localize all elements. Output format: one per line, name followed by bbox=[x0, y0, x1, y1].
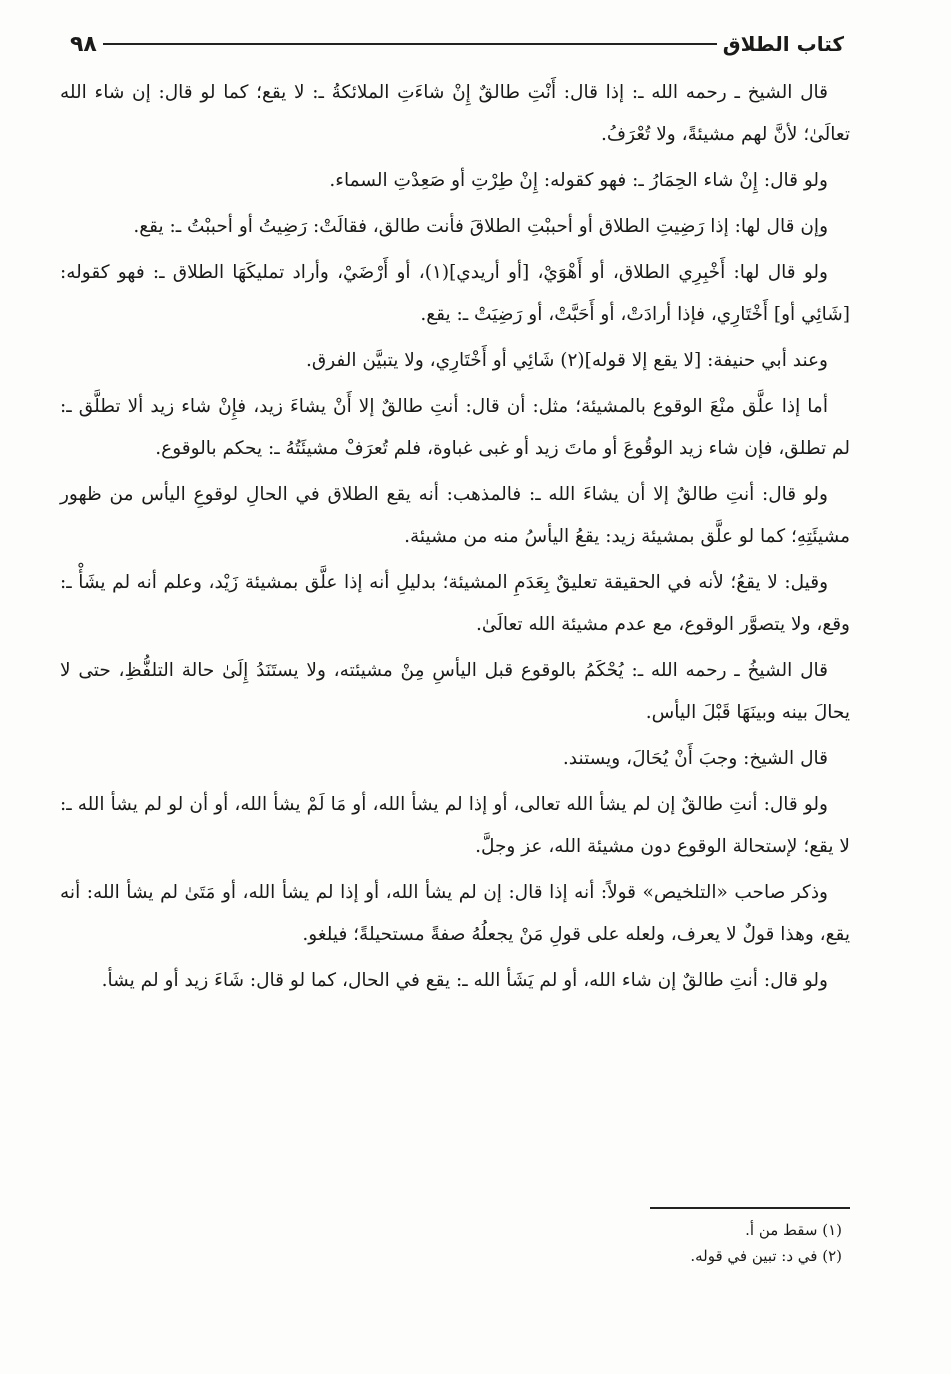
paragraph: ولو قال: أنتِ طالقٌ إن شاء الله، أو لم يَشَأ الله ـ: يقع في الحال، كما لو قال: شَاءَ زيد أو لم يشأ. bbox=[101, 970, 828, 991]
footnote: (١) سقط من أ. bbox=[745, 1221, 842, 1239]
paragraph: وعند أبي حنيفة: [لا يقع إلا قوله](٢) شَائِي أو أَخْتَارِي، ولا يتبيَّن الفرق. bbox=[305, 350, 828, 371]
header-rule bbox=[103, 43, 717, 45]
paragraph: قال الشيخُ ـ رحمه الله ـ: يُحْكَمُ بالوقوع قبل اليأسِ مِنْ مشيئته، ولا يستَنَدُ إِلَىٰ حالة التلفُّظِ، حتى لا يحالَ بينه وبينَهَا قَبْلَ اليأس. bbox=[60, 660, 850, 723]
paragraph: أما إذا علَّق منْعَ الوقوع بالمشيئة؛ مثل: أن قال: أنتِ طالقٌ إلا أَنْ يشاءَ زيد، فإِنْ شاء زيد ألا تطلَّق ـ: لم تطلق، فإن شاء زيد الوقُوعَ أو ماتَ زيد أو غبى غباوة، فلم تُعرَفْ مشيئَتُهُ ـ: يحكم بالوقوع. bbox=[60, 396, 850, 459]
book-page bbox=[60, 22, 850, 1352]
paragraph: وذكر صاحب «التلخيص» قولاً: أنه إذا قال: إن لم يشأ الله، أو إذا لم يشأ الله، أو مَتَىٰ لم يشأ الله: أنه يقع، وهذا قولٌ لا يعرف، ولعله على قولِ مَنْ يجعلُهُ صفةً مستحيلةً؛ فيلغو. bbox=[60, 882, 850, 945]
paragraph: ولو قال لها: أَخْبِرِي الطلاق، أو أَهْوَيْ، [أو أريدي](١)، أو أَرْضَيْ، وأراد تمليكَهَا الطلاق ـ: فهو كقوله: [شَائِي أو] أَخْتَارِي، فإذا أرادَتْ، أو أَحَبَّتْ، أو رَضِيَتْ ـ: يقع. bbox=[60, 262, 850, 325]
running-header bbox=[60, 22, 850, 66]
chapter-title: كتاب الطلاق bbox=[722, 32, 844, 56]
paragraph: قال الشيخ: وجبَ أَنْ يُحَالَ، ويستند. bbox=[562, 748, 828, 769]
footnote: (٢) في د: تبين في قوله. bbox=[690, 1247, 842, 1265]
page-number: ٩٨ bbox=[70, 31, 97, 57]
footnotes bbox=[60, 1207, 850, 1269]
paragraph: ولو قال: أنتِ طالقٌ إلا أن يشاءَ الله ـ: فالمذهب: أنه يقع الطلاق في الحالِ لوقوعِ اليأس من ظهور مشيئَتِهِ؛ كما لو علَّق بمشيئة زيد: يقعُ اليأسُ منه من مشيئة. bbox=[60, 484, 850, 547]
paragraph: وإن قال لها: إذا رَضِيتِ الطلاق أو أحببْتِ الطلاقَ فأنت طالق، فقالَتْ: رَضِيتُ أو أحببْتُ ـ: يقع. bbox=[133, 216, 828, 237]
paragraph: ولو قال: أنتِ طالقٌ إن لم يشأ الله تعالى، أو إذا لم يشأ الله، أو مَا لَمْ يشأ الله، أو أن لو لم يشأ الله ـ: لا يقع؛ لإستحالة الوقوع دون مشيئة الله، عز وجلَّ. bbox=[60, 794, 850, 857]
paragraph: قال الشيخ ـ رحمه الله ـ: إذا قال: أَنْتِ طالقٌ إِنْ شاءَتِ الملائكةُ ـ: لا يقع؛ كما لو قال: إن شاء الله تعالَىٰ؛ لأنَّ لهم مشيئةً، ولا تُعْرَفُ. bbox=[60, 82, 850, 145]
body-text bbox=[60, 72, 850, 1002]
paragraph: ولو قال: إِنْ شاء الحِمَارُ ـ: فهو كقوله: إِنْ طِرْتِ أو صَعِدْتِ السماء. bbox=[329, 170, 828, 191]
footnote-rule bbox=[650, 1207, 850, 1209]
paragraph: وقيل: لا يقعُ؛ لأنه في الحقيقة تعليقٌ بِعَدَمِ المشيئة؛ بدليلِ أنه إذا علَّق بمشيئة زَيْد، وعلم أنه لم يشَأْ ـ: وقع، ولا يتصوَّر الوقوع، مع عدم مشيئة الله تعالَىٰ. bbox=[60, 572, 850, 635]
